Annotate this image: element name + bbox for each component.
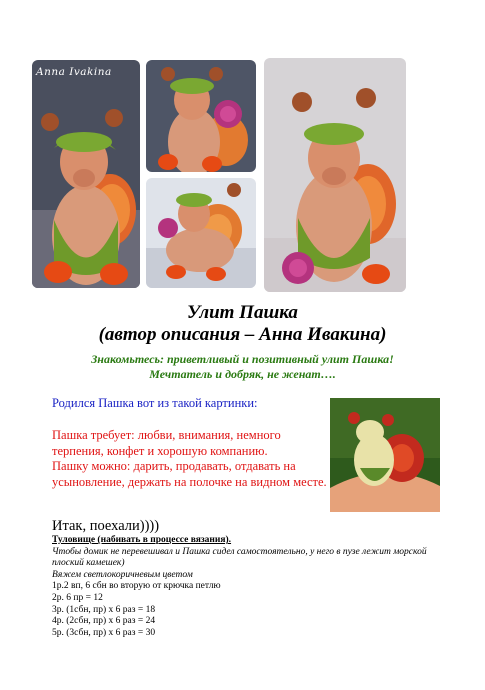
page-title — [0, 302, 485, 346]
wants-paragraph-2: Пашку можно: дарить, продавать, отдавать на усыновление, держать на полочке на видном месте. — [52, 459, 327, 489]
pattern-section — [52, 535, 452, 639]
pattern-note: Чтобы домик не перевешивал и Пашка сидел самостоятельно, у него в пузе лежит морской плоский камешек) — [52, 546, 427, 569]
intro-text — [0, 352, 485, 382]
title-line-1: Улит Пашка — [187, 302, 298, 323]
pattern-row: 4р. (2сбн, пр) х 6 раз = 24 — [52, 616, 156, 627]
pattern-row: 1р.2 вп, 6 сбн во вторую от крючка петлю — [52, 581, 221, 592]
pattern-color-line: Вяжем светлокоричневым цветом — [52, 569, 193, 580]
snail-photo-flower — [146, 60, 256, 172]
wants-paragraph-1: Пашка требует: любви, внимания, немного терпения, конфет и хорошую компанию. — [52, 428, 281, 458]
snail-photo-full — [264, 58, 406, 292]
origin-line: Родился Пашка вот из такой картинки: — [52, 396, 258, 410]
intro-line-1: Знакомьтесь: приветливый и позитивный улит Пашка! — [91, 352, 394, 366]
watermark-text: Anna Ivakina — [36, 66, 112, 78]
pattern-heading: Туловище (набивать в процессе вязания). — [52, 535, 232, 545]
snail-photo-side — [146, 178, 256, 288]
pattern-row: 2р. 6 пр = 12 — [52, 592, 103, 603]
wants-block — [52, 428, 332, 490]
pattern-row: 5р. (3сбн, пр) х 6 раз = 30 — [52, 627, 156, 638]
inspiration-photo — [330, 398, 440, 512]
title-line-2: (автор описания – Анна Ивакина) — [98, 324, 387, 345]
snail-photo-front — [32, 60, 140, 288]
pattern-row: 3р. (1сбн, пр) х 6 раз = 18 — [52, 604, 156, 615]
intro-line-2: Мечтатель и добряк, не женат…. — [149, 367, 336, 381]
lets-go-heading: Итак, поехали)))) — [52, 518, 160, 534]
